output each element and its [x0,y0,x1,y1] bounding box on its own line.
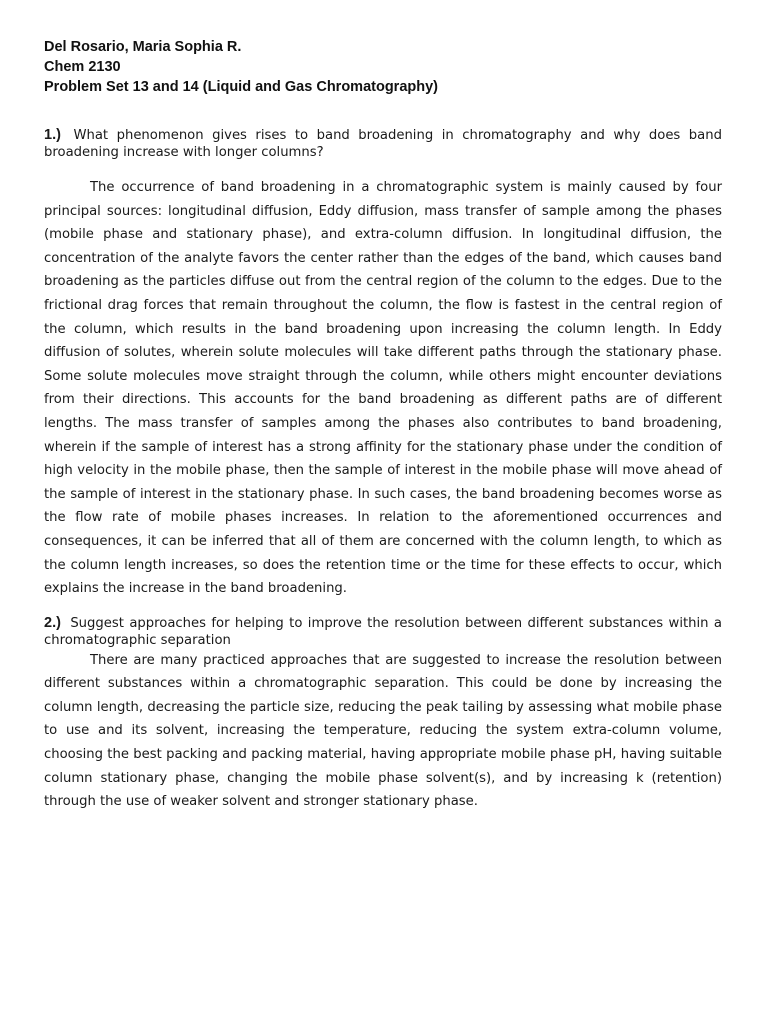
question-2-number: 2.) [44,614,61,631]
question-1-number: 1.) [44,127,61,143]
course-code: Chem 2130 [44,59,121,75]
question-1-text: What phenomenon gives rises to band broadening in chromatography and why does band broadening increase with longer columns? [44,128,722,160]
document-title: Problem Set 13 and 14 (Liquid and Gas Chromatography) [44,79,438,95]
document-page [44,37,722,814]
student-name: Del Rosario, Maria Sophia R. [44,39,242,55]
question-block-2 [44,615,722,814]
question-2-text: Suggest approaches for helping to improve the resolution between different substances within a chromatographic separation [44,615,722,648]
answer-2: There are many practiced approaches that are suggested to increase the resolution between different substances within a chromatographic separation. This could be done by increasing the column length, decreasing the particle size, reducing the peak tailing by assessing what mobile phase to use and its solvent, increasing the temperature, reducing the system extra-column volume, choosing the best packing and packing material, having appropriate mobile phase pH, having suitable column stationary phase, changing the mobile phase solvent(s), and by increasing k (retention) through the use of weaker solvent and stronger stationary phase. [44,652,722,810]
question-block-1 [44,127,722,601]
question-2 [44,615,722,649]
question-1 [44,127,722,161]
answer-1: The occurrence of band broadening in a chromatographic system is mainly caused by four principal sources: longitudinal diffusion, Eddy diffusion, mass transfer of sample among the phases (mobile phase and stationary phase), and extra-column diffusion. In longitudinal diffusion, the concentration of the analyte favors the center rather than the edges of the band, which causes band broadening as the particles diffuse out from the central region of the column to the edges. Due to the frictional drag forces that remain throughout the column, the flow is fastest in the central region of the column, which results in the band broadening upon increasing the column length. In Eddy diffusion of solutes, wherein solute molecules will take different paths through the stationary phase. Some solute molecules move straight through the column, while others might encounter deviations from their directions. This accounts for the band broadening as different paths are of different lengths. The mass transfer of samples among the phases also contributes to band broadening, wherein if the sample of interest has a strong affinity for the stationary phase under the condition of high velocity in the mobile phase, then the sample of interest in the mobile phase will move ahead of the sample of interest in the stationary phase. In such cases, the band broadening becomes worse as the flow rate of mobile phases increases. In relation to the aforementioned occurrences and consequences, it can be inferred that all of them are concerned with the column length, to which as the column length increases, so does the retention time or the time for these effects to occur, which explains the increase in the band broadening. [44,180,722,597]
document-header [44,37,722,97]
